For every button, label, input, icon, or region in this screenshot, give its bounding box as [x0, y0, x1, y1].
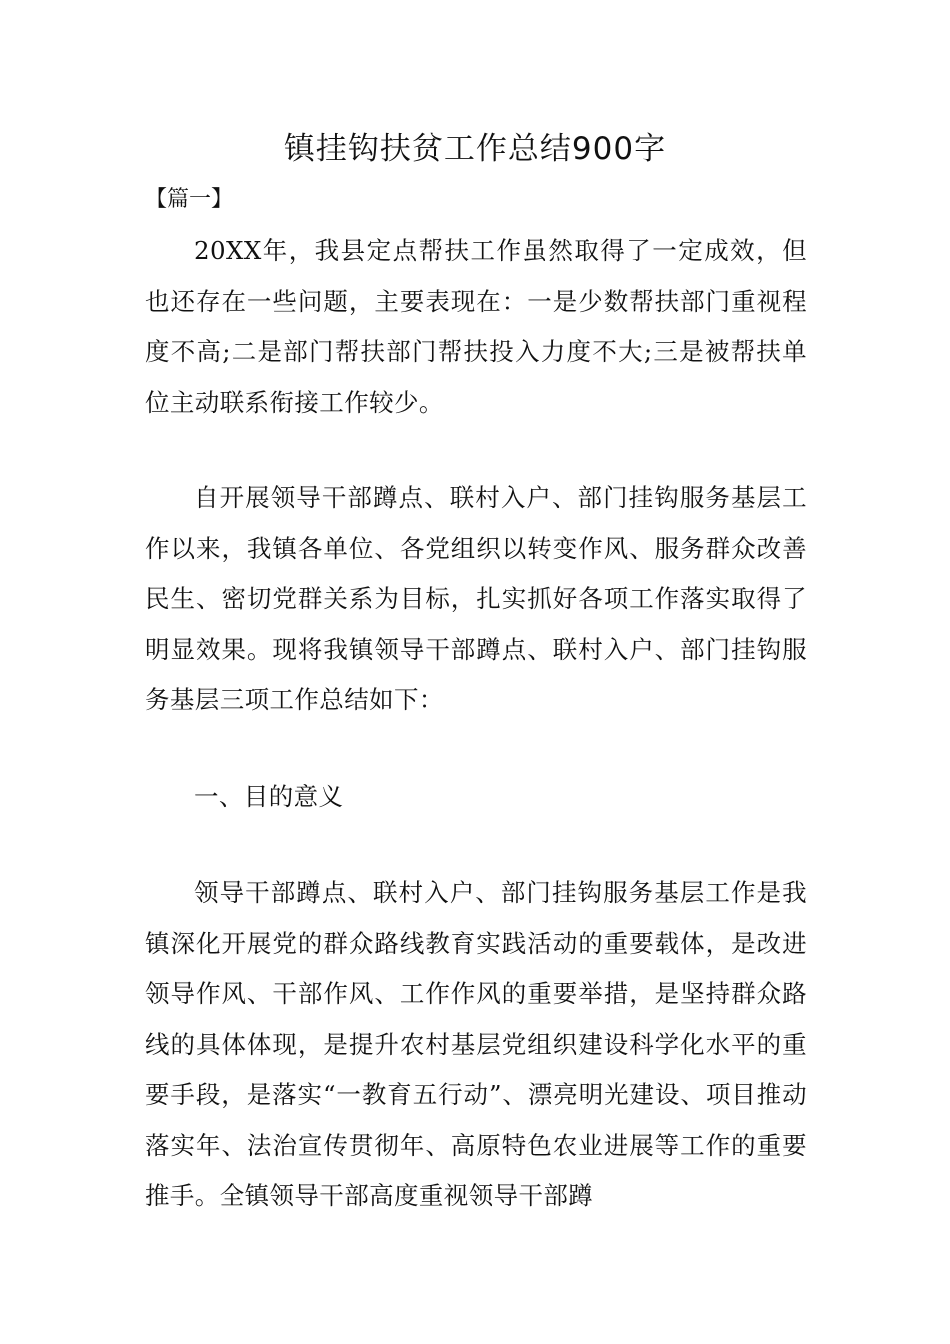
section-label: 【篇一】	[145, 187, 234, 212]
section-heading-purpose: 一、目的意义	[194, 782, 344, 811]
document-title: 镇挂钩扶贫工作总结900字	[283, 131, 667, 167]
paragraph-intro: 20XX年，我县定点帮扶工作虽然取得了一定成效，但也还存在一些问题，主要表现在：一是少数帮扶部门重视程度不高;二是部门帮扶部门帮扶投入力度不大;三是被帮扶单位主动联系衔接工作较少。	[145, 236, 807, 417]
paragraph-overview: 自开展领导干部蹲点、联村入户、部门挂钩服务基层工作以来，我镇各单位、各党组织以转变作风、服务群众改善民生、密切党群关系为目标，扎实抓好各项工作落实取得了明显效果。现将我镇领导干部蹲点、联村入户、部门挂钩服务基层三项工作总结如下：	[145, 483, 807, 714]
paragraph-purpose: 领导干部蹲点、联村入户、部门挂钩服务基层工作是我镇深化开展党的群众路线教育实践活动的重要载体，是改进领导作风、干部作风、工作作风的重要举措，是坚持群众路线的具体体现，是提升农村基层党组织建设科学化水平的重要手段，是落实“一教育五行动”、漂亮明光建设、项目推动落实年、法治宣传贯彻年、高原特色农业进展等工作的重要推手。全镇领导干部高度重视领导干部蹲	[145, 878, 807, 1210]
